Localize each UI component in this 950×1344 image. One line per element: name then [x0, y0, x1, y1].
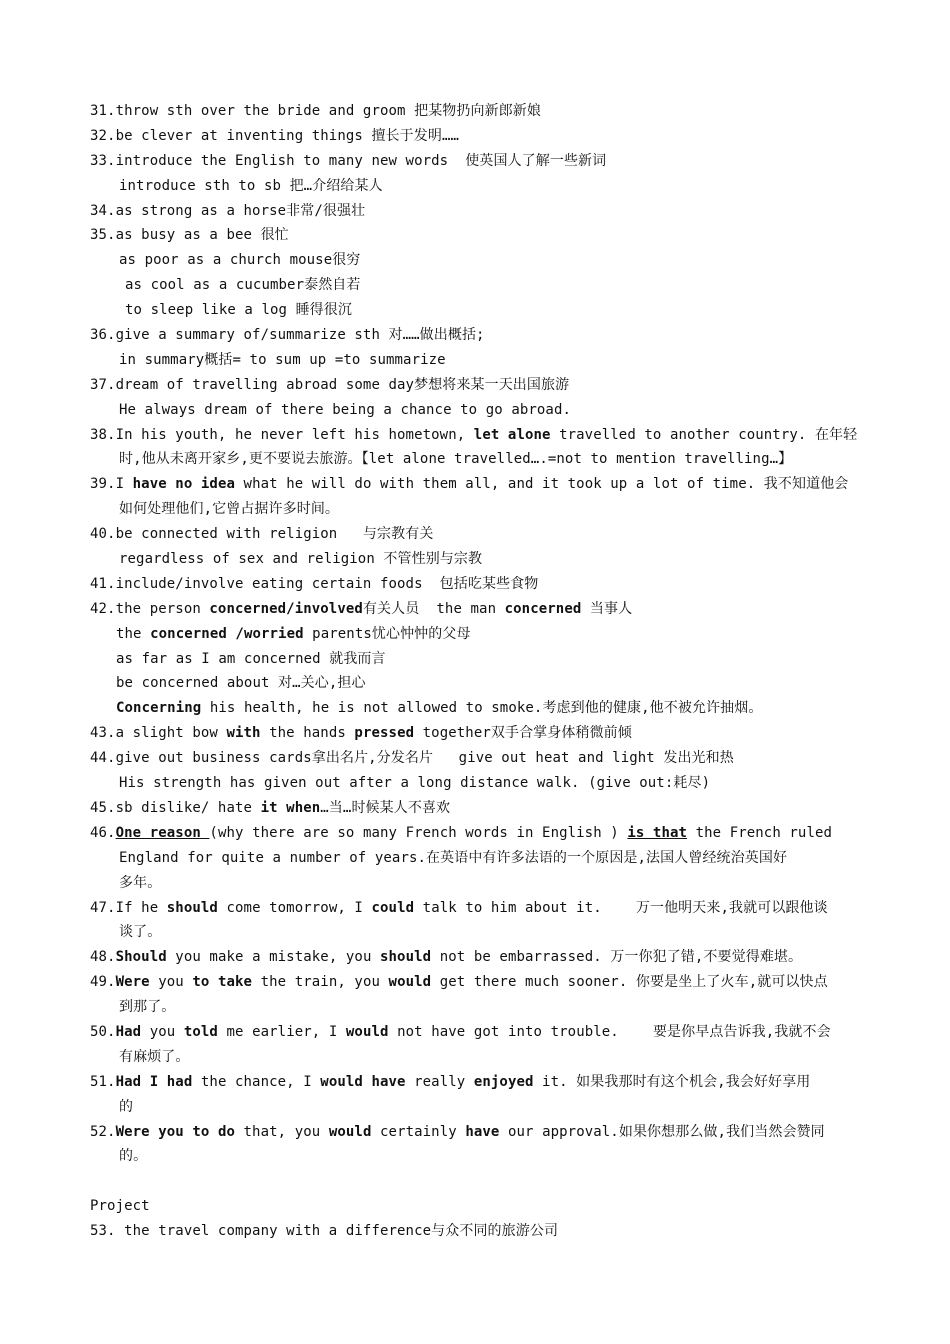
item-35: 35.as busy as a bee 很忙	[90, 227, 289, 244]
item-42	[90, 597, 860, 622]
text-run: 45.sb dislike/ hate	[90, 799, 261, 816]
text-run: parents忧心忡忡的父母	[303, 625, 471, 642]
emphasis-text: to take	[192, 974, 253, 991]
text-run: 39.I	[90, 476, 133, 493]
text-run: the train, you	[252, 974, 389, 991]
emphasis-text: have no idea	[132, 476, 236, 493]
text-run: the hands	[260, 725, 355, 742]
text-run: 49.	[90, 974, 116, 991]
emphasis-text: concerned /worried	[150, 625, 304, 642]
text-run: the chance, I	[192, 1073, 321, 1090]
emphasis-text: Were	[115, 974, 150, 991]
item-44-sub: His strength has given out after a long distance walk. (give out:耗尽)	[119, 775, 711, 792]
item-43	[90, 721, 860, 746]
emphasis-text: should	[166, 899, 218, 916]
emphasis-text: is that	[627, 824, 688, 841]
item-42-sub1	[90, 622, 860, 647]
item-51	[90, 1070, 860, 1095]
item-37: 37.dream of travelling abroad some day梦想将来某一天出国旅游	[90, 376, 570, 393]
item-46-cont2: 多年。	[119, 874, 162, 891]
item-36: 36.give a summary of/summarize sth 对……做出概括;	[90, 327, 485, 344]
text-run: 38.In his youth, he never left his hometown,	[90, 426, 474, 443]
text-run: it. 如果我那时有这个机会,我会好好享用	[533, 1073, 811, 1090]
item-39	[90, 472, 860, 497]
item-38-cont: 时,他从未离开家乡,更不要说去旅游。【let alone travelled….=not to mention travelling…】	[119, 451, 793, 468]
item-34: 34.as strong as a horse非常/很强壮	[90, 202, 366, 219]
item-49	[90, 970, 860, 995]
spacer	[90, 1169, 860, 1194]
emphasis-text: pressed	[354, 725, 415, 742]
item-33-sub: introduce sth to sb 把…介绍给某人	[119, 177, 383, 194]
text-run: me earlier, I	[217, 1023, 346, 1040]
emphasis-text: One reason	[115, 824, 210, 841]
item-31: 31.throw sth over the bride and groom 把某物扔向新郎新娘	[90, 103, 541, 119]
text-run: what he will do with them all, and it took up a lot of time. 我不知道他会	[235, 476, 849, 493]
item-42-sub2: as far as I am concerned 就我而言	[116, 650, 386, 667]
text-run: his health, he is not allowed to smoke.考虑到他的健康,他不被允许抽烟。	[201, 700, 763, 717]
item-50-cont: 有麻烦了。	[119, 1048, 190, 1065]
item-48	[90, 945, 860, 970]
text-run: …当…时候某人不喜欢	[320, 799, 451, 816]
text-run: get there much sooner. 你要是坐上了火车,就可以快点	[431, 974, 828, 991]
item-40-sub: regardless of sex and religion 不管性别与宗教	[119, 551, 483, 568]
emphasis-text: would	[328, 1123, 372, 1140]
item-42-sub4	[90, 696, 860, 721]
text-run: that, you	[235, 1123, 329, 1140]
text-run: travelled to another country. 在年轻	[550, 426, 858, 443]
emphasis-text: it when	[260, 799, 321, 816]
emphasis-text: could	[371, 899, 415, 916]
emphasis-text: would	[345, 1023, 389, 1040]
item-42-sub3: be concerned about 对…关心,担心	[116, 675, 366, 692]
item-46	[90, 821, 860, 846]
text-run: not have got into trouble. 要是你早点告诉我,我就不会	[388, 1023, 831, 1040]
emphasis-text: concerned	[504, 600, 582, 617]
text-run: 有关人员 the man	[362, 600, 505, 617]
item-38	[90, 423, 860, 448]
text-run: talk to him about it. 万一他明天来,我就可以跟他谈	[414, 899, 828, 916]
text-run: our approval.如果你想那么做,我们当然会赞同	[499, 1123, 825, 1140]
text-run: 47.If he	[90, 899, 167, 916]
text-run: (why there are so many French words in English )	[209, 824, 628, 841]
text-run: come tomorrow, I	[217, 899, 372, 916]
text-run: really	[405, 1073, 474, 1090]
item-37-sub: He always dream of there being a chance to go abroad.	[119, 401, 572, 418]
text-run: 42.the person	[90, 600, 210, 617]
emphasis-text: let alone	[473, 426, 551, 443]
text-run: together双手合掌身体稍微前倾	[414, 725, 632, 742]
item-32: 32.be clever at inventing things 擅长于发明……	[90, 127, 460, 144]
emphasis-text: Concerning	[116, 700, 202, 717]
item-39-cont: 如何处理他们,它曾占据许多时间。	[119, 501, 340, 518]
item-35-sub1: as poor as a church mouse很穷	[119, 252, 361, 269]
text-run: the French ruled	[687, 824, 833, 841]
emphasis-text: should	[380, 949, 432, 966]
emphasis-text: Had I had	[115, 1073, 193, 1090]
item-33: 33.introduce the English to many new words 使英国人了解一些新词	[90, 152, 607, 169]
text-run: 52.	[90, 1123, 116, 1140]
text-run: 当事人	[581, 600, 633, 617]
section-heading-project: Project	[90, 1198, 150, 1215]
item-49-cont: 到那了。	[119, 999, 176, 1016]
document-page	[90, 99, 860, 1244]
emphasis-text: concerned/involved	[209, 600, 363, 617]
item-53: 53. the travel company with a difference与众不同的旅游公司	[90, 1223, 559, 1240]
emphasis-text: Had	[115, 1023, 142, 1040]
item-40: 40.be connected with religion 与宗教有关	[90, 526, 434, 543]
text-run: 51.	[90, 1073, 116, 1090]
item-50	[90, 1020, 860, 1045]
item-51-cont: 的	[119, 1098, 134, 1115]
text-run: you	[149, 974, 193, 991]
emphasis-text: told	[183, 1023, 218, 1040]
text-run: the	[116, 625, 151, 642]
text-run: you make a mistake, you	[166, 949, 380, 966]
emphasis-text: would	[388, 974, 432, 991]
item-47-cont: 谈了。	[119, 924, 162, 941]
item-45	[90, 796, 860, 821]
text-run: you	[141, 1023, 184, 1040]
text-run: 43.a slight bow	[90, 725, 227, 742]
emphasis-text: have	[465, 1123, 500, 1140]
item-52	[90, 1120, 860, 1145]
emphasis-text: enjoyed	[473, 1073, 534, 1090]
item-41: 41.include/involve eating certain foods 包括吃某些食物	[90, 575, 539, 592]
emphasis-text: would have	[320, 1073, 406, 1090]
item-52-cont: 的。	[119, 1148, 148, 1165]
text-run: 48.	[90, 949, 116, 966]
item-35-sub3: to sleep like a log 睡得很沉	[125, 302, 352, 319]
text-run: 50.	[90, 1023, 116, 1040]
emphasis-text: with	[226, 725, 261, 742]
item-46-cont1: England for quite a number of years.在英语中有许多法语的一个原因是,法国人曾经统治英国好	[119, 849, 788, 866]
emphasis-text: Were you to do	[115, 1123, 235, 1140]
item-47	[90, 896, 860, 921]
text-run: certainly	[371, 1123, 466, 1140]
emphasis-text: Should	[115, 949, 167, 966]
item-44: 44.give out business cards拿出名片,分发名片 give out heat and light 发出光和热	[90, 750, 734, 767]
text-run: not be embarrassed. 万一你犯了错,不要觉得难堪。	[431, 949, 803, 966]
text-run: 46.	[90, 824, 116, 841]
item-35-sub2: as cool as a cucumber泰然自若	[125, 277, 361, 294]
item-36-sub: in summary概括= to sum up =to summarize	[119, 351, 446, 368]
